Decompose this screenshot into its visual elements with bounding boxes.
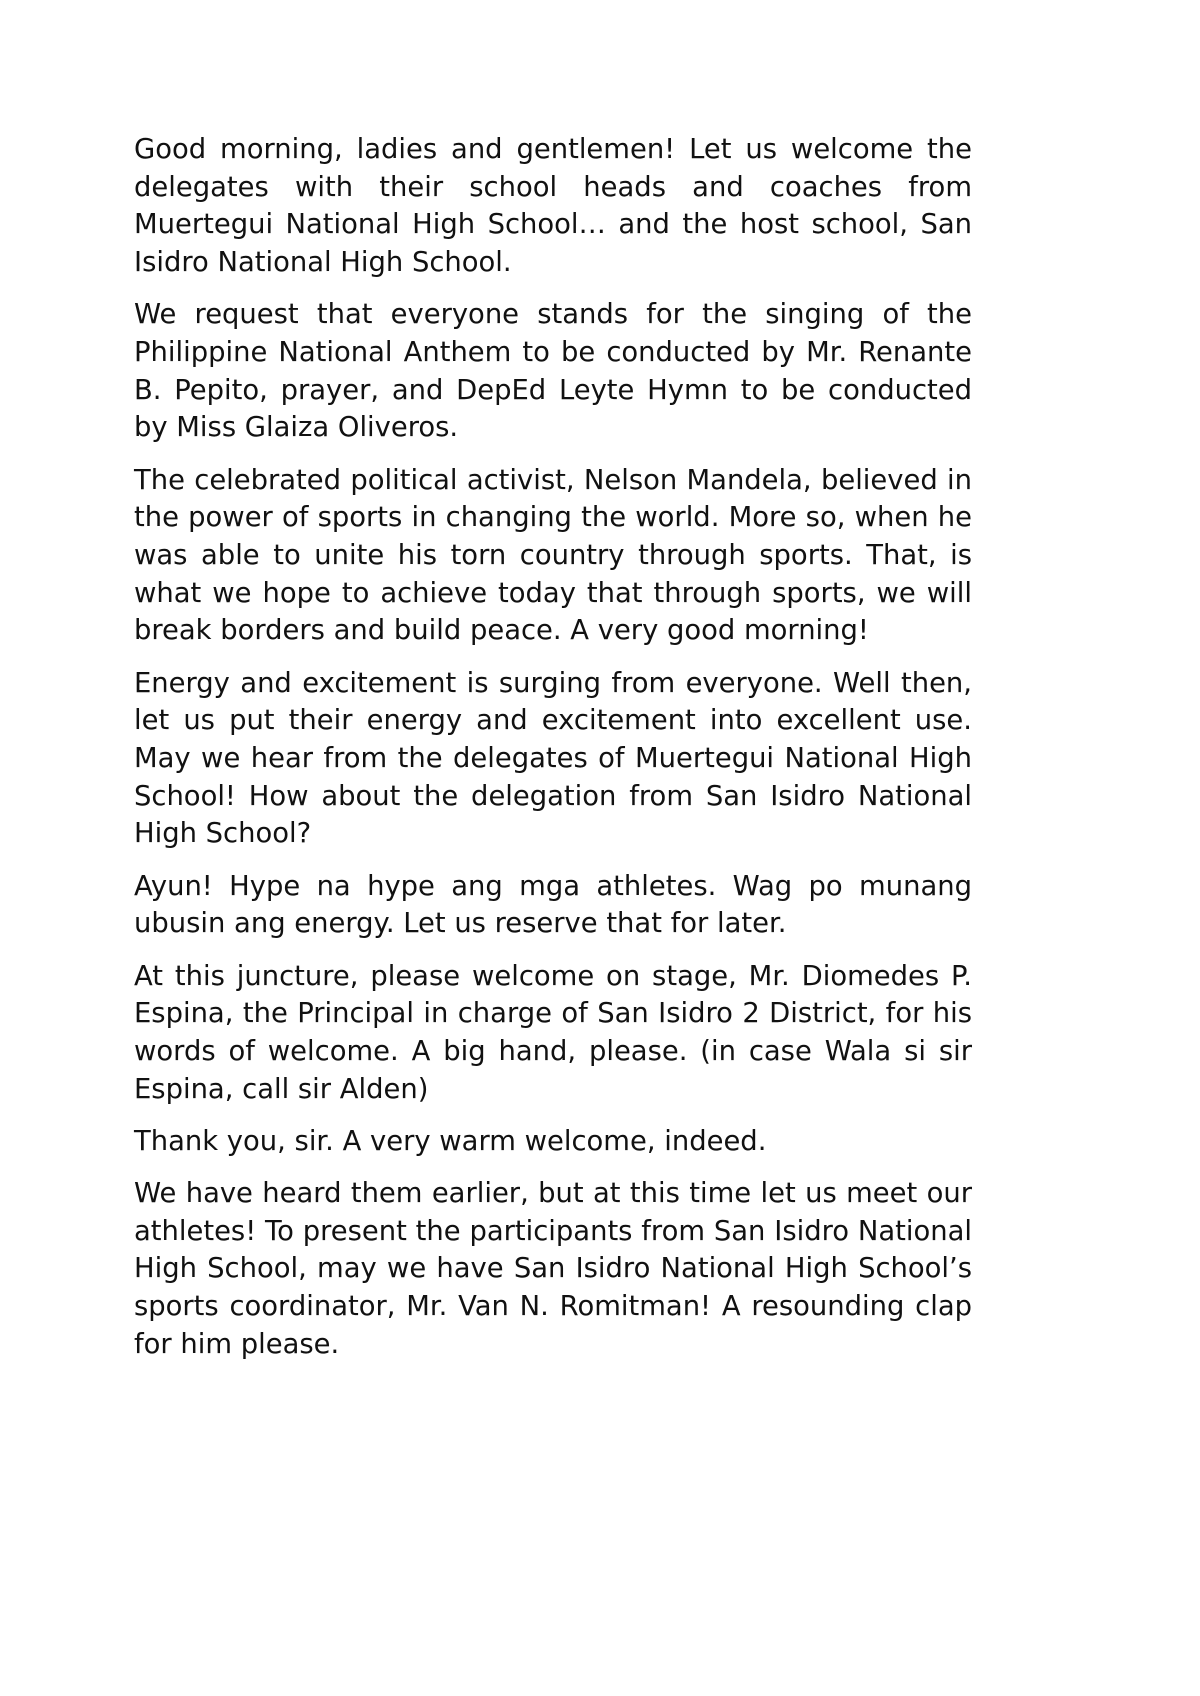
paragraph-athletes: We have heard them earlier, but at this time let us meet our athletes! To present the participants from San Isidro National High School, may we have San Isidro National High School’s sports coordinator, Mr. Van N. Romitman! A resounding clap for him please. — [134, 1178, 972, 1360]
paragraph-welcome: Good morning, ladies and gentlemen! Let us welcome the delegates with their school heads and coaches from Muertegui National High School… and the host school, San Isidro National High School. — [134, 134, 972, 279]
paragraph-anthem: We request that everyone stands for the singing of the Philippine National Anthem to be conducted by Mr. Renante B. Pepito, prayer, and DepEd Leyte Hymn to be conducted by Miss Glaiza Oliveros. — [134, 299, 972, 444]
paragraph-energy: Energy and excitement is surging from everyone. Well then, let us put their energy and excitement into excellent use. May we hear from the delegates of Muertegui National High School! How about the delegation from San Isidro National High School? — [134, 667, 972, 850]
paragraph-principal: At this juncture, please welcome on stage, Mr. Diomedes P. Espina, the Principal in charge of San Isidro 2 District, for his words of welcome. A big hand, please. (in case Wala si sir Espina, call sir Alden) — [134, 960, 972, 1105]
paragraph-mandela: The celebrated political activist, Nelson Mandela, believed in the power of sports in changing the world. More so, when he was able to unite his torn country through sports. That, is what we hope to achieve today that through sports, we will break borders and build peace. A very good morning! — [134, 464, 972, 647]
paragraph-ayun: Ayun! Hype na hype ang mga athletes. Wag po munang ubusin ang energy. Let us reserve that for later. — [134, 870, 972, 940]
paragraph-thank-you: Thank you, sir. A very warm welcome, indeed. — [134, 1125, 767, 1157]
